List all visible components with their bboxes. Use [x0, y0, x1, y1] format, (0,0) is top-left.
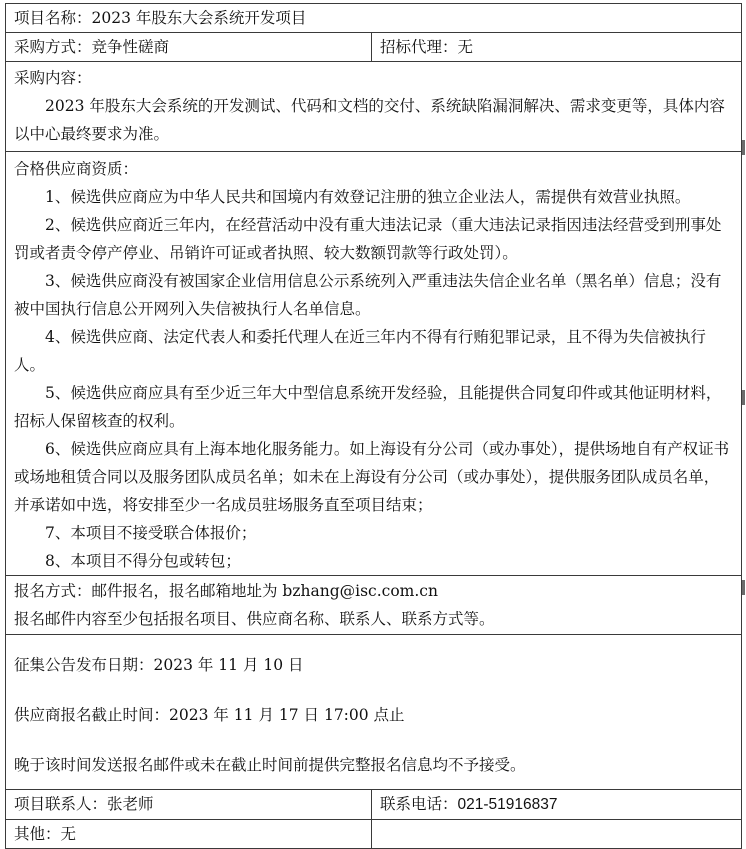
qualification-item-3: 3、候选供应商没有被国家企业信用信息公示系统列入严重违法失信企业名单（黑名单）信息；没有被中国执行信息公开网列入失信被执行人名单信息。 [14, 272, 722, 318]
contact-phone-label: 联系电话： [380, 795, 458, 813]
spacer [14, 729, 733, 751]
contact-person-cell [6, 790, 372, 820]
row-dates [6, 635, 742, 790]
procurement-method-cell [6, 33, 372, 62]
qualification-item-5: 5、候选供应商应具有至少近三年大中型信息系统开发经验，且能提供合同复印件或其他证明材料，招标人保留核查的权利。 [14, 384, 722, 430]
registration-method: 报名方式：邮件报名，报名邮箱地址为 bzhang@isc.com.cn [14, 582, 438, 600]
bid-agent: 招标代理：无 [380, 38, 474, 56]
registration-requirement: 报名邮件内容至少包括报名项目、供应商名称、联系人、联系方式等。 [14, 610, 495, 628]
content-text: 2023 年股东大会系统的开发测试、代码和文档的交付、系统缺陷漏洞解决、需求变更等，具体内容以中心最终要求为准。 [14, 97, 725, 143]
page-edge-mark [742, 580, 745, 595]
page-edge-mark [742, 390, 745, 405]
contact-phone-number: 021-51916837 [457, 796, 558, 813]
qualification-item-1: 1、候选供应商应为中华人民共和国境内有效登记注册的独立企业法人，需提供有效营业执照。 [45, 188, 691, 206]
procurement-method: 采购方式：竞争性磋商 [14, 38, 170, 56]
other-info: 其他：无 [14, 825, 77, 843]
project-name-cell [6, 4, 742, 33]
qualification-cell [6, 152, 742, 576]
dates-cell [6, 635, 742, 790]
qualification-item-8: 8、本项目不得分包或转包； [45, 552, 241, 570]
bid-agent-cell [372, 33, 742, 62]
publish-date: 征集公告发布日期：2023 年 11 月 10 日 [14, 656, 304, 674]
other-cell [6, 820, 372, 849]
qualification-item-4: 4、候选供应商、法定代表人和委托代理人在近三年内不得有行贿犯罪记录，且不得为失信被执行人。 [14, 328, 706, 374]
registration-cell [6, 576, 742, 635]
row-qualification [6, 152, 742, 576]
registration-deadline: 供应商报名截止时间：2023 年 11 月 17 日 17:00 点止 [14, 706, 405, 724]
project-name: 项目名称：2023 年股东大会系统开发项目 [14, 9, 307, 27]
content-heading: 采购内容： [14, 69, 92, 87]
contact-phone-cell [372, 790, 742, 820]
other-right-cell [372, 820, 742, 849]
contact-phone [380, 790, 733, 819]
qualification-heading: 合格供应商资质： [14, 160, 139, 178]
contact-person: 项目联系人：张老师 [14, 795, 154, 813]
row-procurement-content [6, 62, 742, 152]
row-other [6, 820, 742, 849]
row-registration [6, 576, 742, 635]
row-procurement-method [6, 33, 742, 62]
qualification-item-6: 6、候选供应商应具有上海本地化服务能力。如上海设有分公司（或办事处），提供场地自有产权证书或场地租赁合同以及服务团队成员名单；如未在上海设有分公司（或办事处），提供服务团队成员名单，并承诺如中选，将安排至少一名成员驻场服务直至项目结束； [14, 440, 730, 514]
row-project-name [6, 4, 742, 33]
late-submission-note: 晚于该时间发送报名邮件或未在截止时间前提供完整报名信息均不予接受。 [14, 756, 526, 774]
page-edge-mark [742, 140, 745, 155]
spacer [14, 679, 733, 701]
qualification-item-2: 2、候选供应商近三年内，在经营活动中没有重大违法记录（重大违法记录指因违法经营受到刑事处罚或者责令停产停业、吊销许可证或者执照、较大数额罚款等行政处罚）。 [14, 216, 722, 262]
qualification-item-7: 7、本项目不接受联合体报价； [45, 524, 257, 542]
procurement-notice-table [5, 3, 742, 849]
procurement-content-cell [6, 62, 742, 152]
row-contact [6, 790, 742, 820]
